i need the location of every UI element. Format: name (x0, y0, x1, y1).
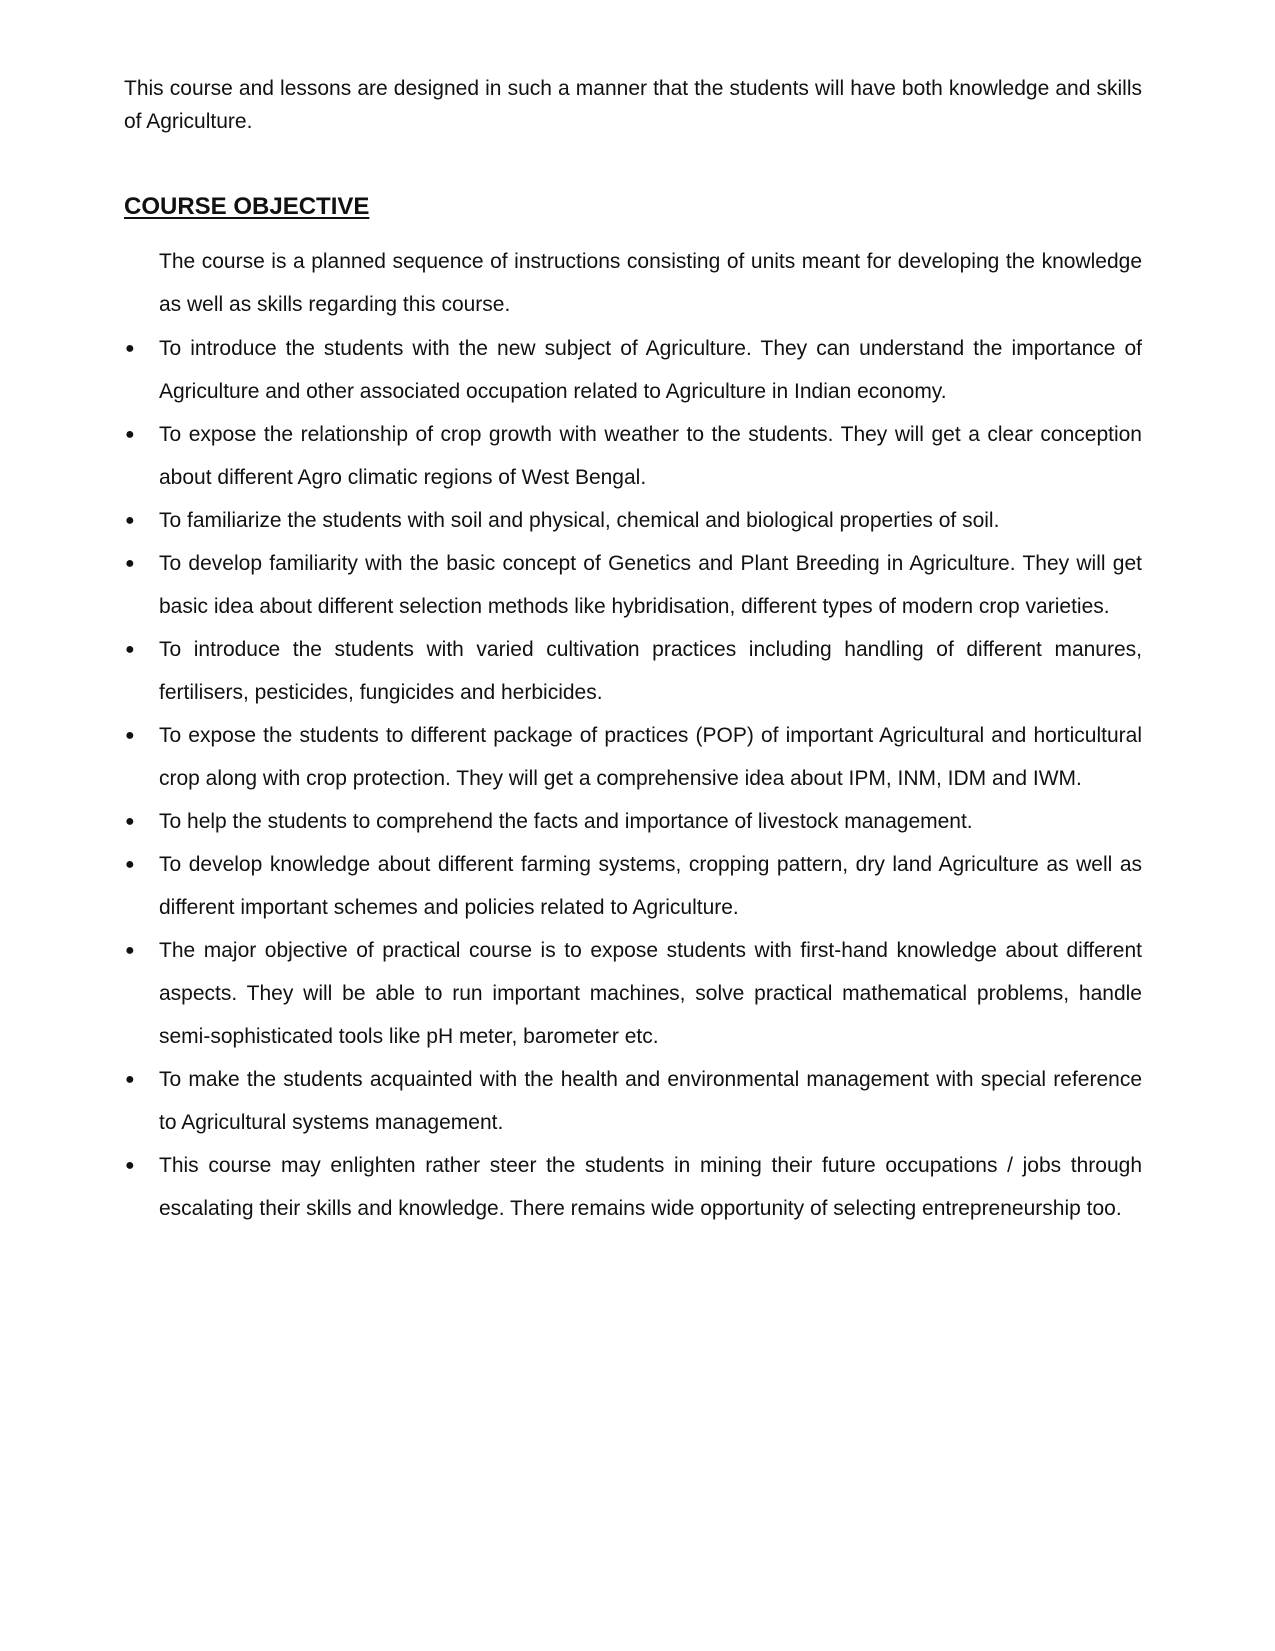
list-item (124, 499, 1142, 542)
objective-text: To develop familiarity with the basic concept of Genetics and Plant Breeding in Agriculture. They will get basic idea about different selection methods like hybridisation, different types of modern crop varieties. (159, 552, 1142, 618)
objective-intro-paragraph: The course is a planned sequence of instructions consisting of units meant for developing the knowledge as well as skills regarding this course. (159, 250, 1142, 316)
list-item (124, 1144, 1142, 1230)
list-item (124, 929, 1142, 1058)
objective-text: To familiarize the students with soil and physical, chemical and biological properties of soil. (159, 509, 1000, 532)
list-item (124, 843, 1142, 929)
list-item (124, 1058, 1142, 1144)
objective-text: To expose the students to different package of practices (POP) of important Agricultural and horticultural crop along with crop protection. They will get a comprehensive idea about IPM, INM, IDM and IWM. (159, 724, 1142, 790)
objective-text: This course may enlighten rather steer the students in mining their future occupations / jobs through escalating their skills and knowledge. There remains wide opportunity of selecting entrepreneurship too. (159, 1154, 1142, 1220)
bullet-icon: ● (125, 727, 135, 744)
bullet-icon: ● (125, 856, 135, 873)
list-item (124, 714, 1142, 800)
bullet-icon: ● (125, 813, 135, 830)
list-item (124, 542, 1142, 628)
objective-text: To expose the relationship of crop growth with weather to the students. They will get a clear conception about different Agro climatic regions of West Bengal. (159, 423, 1142, 489)
bullet-icon: ● (125, 426, 135, 443)
objective-text: To introduce the students with the new subject of Agriculture. They can understand the importance of Agriculture and other associated occupation related to Agriculture in Indian economy. (159, 337, 1142, 403)
bullet-icon: ● (125, 942, 135, 959)
bullet-icon: ● (125, 1157, 135, 1174)
list-item (124, 327, 1142, 413)
bullet-icon: ● (125, 512, 135, 529)
list-item (124, 628, 1142, 714)
objectives-list (124, 327, 1142, 1230)
objective-text: To introduce the students with varied cultivation practices including handling of different manures, fertilisers, pesticides, fungicides and herbicides. (159, 638, 1142, 704)
bullet-icon: ● (125, 641, 135, 658)
section-heading: COURSE OBJECTIVE (124, 193, 370, 220)
objective-text: To make the students acquainted with the health and environmental management with special reference to Agricultural systems management. (159, 1068, 1142, 1134)
objective-text: To help the students to comprehend the facts and importance of livestock management. (159, 810, 973, 833)
intro-paragraph: This course and lessons are designed in such a manner that the students will have both knowledge and skills of Agriculture. (124, 77, 1142, 133)
bullet-icon: ● (125, 1071, 135, 1088)
list-item (124, 800, 1142, 843)
bullet-icon: ● (125, 555, 135, 572)
list-item (124, 413, 1142, 499)
objective-text: To develop knowledge about different farming systems, cropping pattern, dry land Agriculture as well as different important schemes and policies related to Agriculture. (159, 853, 1142, 919)
bullet-icon: ● (125, 340, 135, 357)
objective-text: The major objective of practical course is to expose students with first-hand knowledge about different aspects. They will be able to run important machines, solve practical mathematical problems, handle semi-sophisticated tools like pH meter, barometer etc. (159, 939, 1142, 1048)
